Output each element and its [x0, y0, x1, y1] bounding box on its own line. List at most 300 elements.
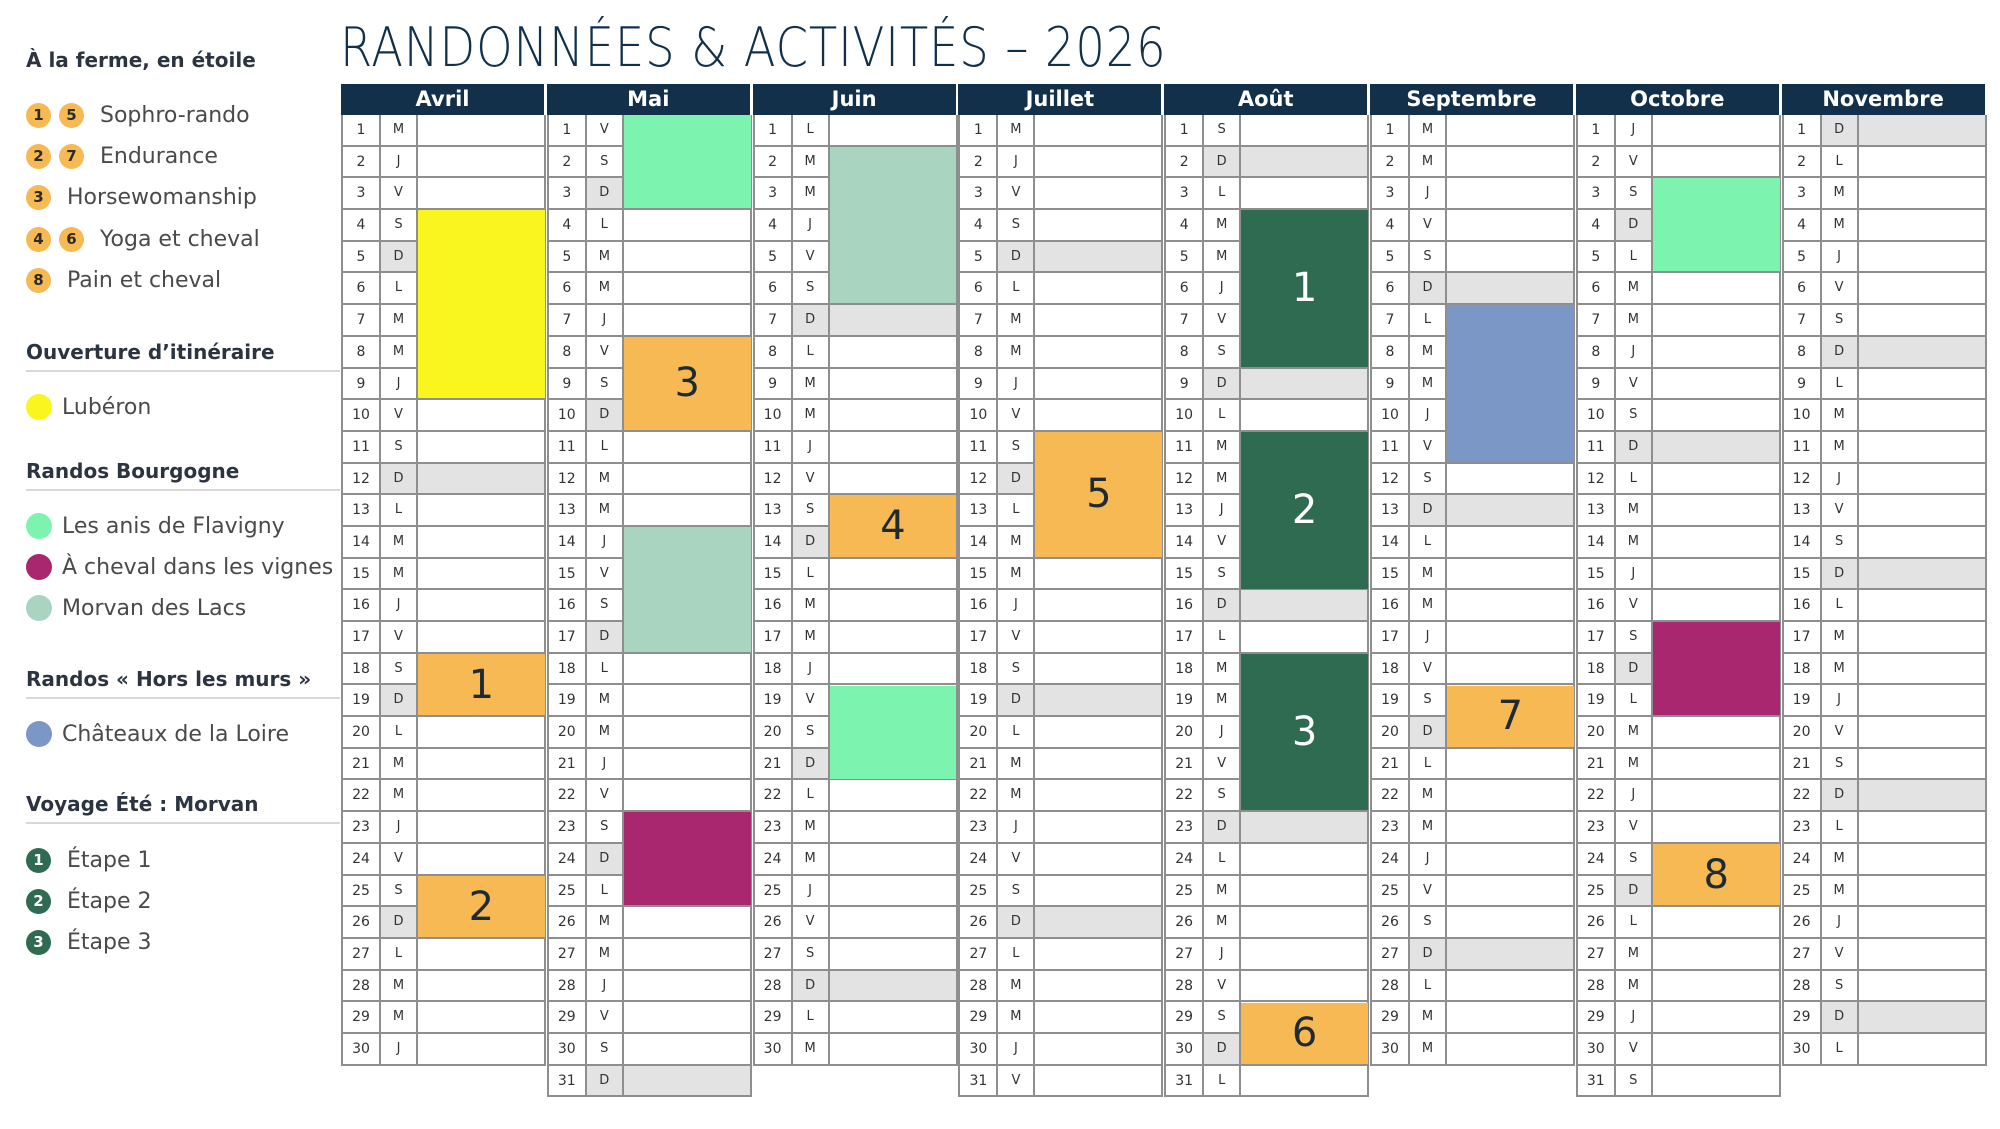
- day-number: 4: [1164, 210, 1204, 240]
- day-row: [1576, 780, 1781, 812]
- day-number: 16: [1164, 590, 1204, 620]
- day-letter: M: [1616, 939, 1653, 969]
- day-number: 27: [958, 939, 998, 969]
- day-cell: [624, 242, 752, 272]
- day-number: 1: [958, 115, 998, 145]
- day-cell: [1653, 812, 1781, 842]
- day-number: 27: [1782, 939, 1822, 969]
- legend-item: [26, 224, 260, 254]
- day-letter: J: [1204, 939, 1241, 969]
- day-row: [1370, 654, 1575, 686]
- day-cell: [418, 590, 546, 620]
- day-number: 21: [1370, 749, 1410, 779]
- day-row: [753, 971, 958, 1003]
- day-number: 7: [753, 305, 793, 335]
- day-letter: M: [793, 844, 830, 874]
- legend-color-dot: [26, 721, 52, 747]
- day-number: 4: [1370, 210, 1410, 240]
- day-letter: D: [1616, 210, 1653, 240]
- day-letter: S: [1410, 907, 1447, 937]
- day-row: [753, 559, 958, 591]
- legend-label: À cheval dans les vignes: [62, 554, 334, 580]
- day-number: 1: [1782, 115, 1822, 145]
- month-header: Avril: [341, 84, 546, 115]
- day-row: [1164, 907, 1369, 939]
- day-letter: D: [1204, 590, 1241, 620]
- day-letter: M: [793, 178, 830, 208]
- day-row: [958, 400, 1163, 432]
- day-letter: M: [1616, 749, 1653, 779]
- day-row: [1576, 400, 1781, 432]
- day-letter: M: [1822, 654, 1859, 684]
- day-number: 24: [1370, 844, 1410, 874]
- day-cell: [418, 495, 546, 525]
- day-row: [958, 971, 1163, 1003]
- day-letter: L: [1822, 812, 1859, 842]
- day-number: 19: [1164, 685, 1204, 715]
- day-row: [1164, 147, 1369, 179]
- event-number-label: 3: [1276, 703, 1334, 761]
- day-cell: [1447, 210, 1575, 240]
- day-row: [341, 590, 546, 622]
- day-number: 25: [1576, 876, 1616, 906]
- day-letter: J: [998, 590, 1035, 620]
- day-number: 2: [547, 147, 587, 177]
- month-column: [1782, 84, 1987, 1066]
- legend-heading: Randos Bourgogne: [26, 459, 240, 483]
- day-number: 18: [341, 654, 381, 684]
- day-letter: S: [381, 654, 418, 684]
- day-cell: [1859, 400, 1987, 430]
- day-letter: D: [998, 242, 1035, 272]
- day-cell: [1035, 115, 1163, 145]
- day-letter: D: [1616, 876, 1653, 906]
- day-letter: V: [1822, 939, 1859, 969]
- day-row: [1164, 622, 1369, 654]
- day-letter: L: [1822, 369, 1859, 399]
- day-row: [1164, 876, 1369, 908]
- day-row: [958, 369, 1163, 401]
- day-row: [753, 780, 958, 812]
- day-letter: M: [587, 242, 624, 272]
- day-cell: [418, 1034, 546, 1064]
- day-letter: D: [793, 305, 830, 335]
- month-column: [958, 84, 1163, 1097]
- day-letter: D: [793, 749, 830, 779]
- day-number: 6: [341, 273, 381, 303]
- day-letter: L: [587, 876, 624, 906]
- day-row: [1164, 1066, 1369, 1098]
- day-number: 28: [1576, 971, 1616, 1001]
- day-number: 4: [753, 210, 793, 240]
- day-number: 7: [958, 305, 998, 335]
- day-letter: V: [587, 780, 624, 810]
- day-letter: L: [381, 939, 418, 969]
- day-cell: [1653, 1066, 1781, 1096]
- day-letter: V: [1410, 876, 1447, 906]
- day-letter: M: [998, 780, 1035, 810]
- day-cell: [1859, 147, 1987, 177]
- day-row: [1782, 495, 1987, 527]
- legend-label: Sophro-rando: [100, 102, 250, 128]
- day-row: [1576, 1066, 1781, 1098]
- day-cell: [1447, 622, 1575, 652]
- event-block-mint: [1653, 178, 1780, 271]
- day-number: 30: [341, 1034, 381, 1064]
- day-number: 1: [1370, 115, 1410, 145]
- day-letter: J: [793, 654, 830, 684]
- day-letter: J: [1822, 907, 1859, 937]
- legend-label: Pain et cheval: [67, 267, 222, 293]
- day-number: 11: [1782, 432, 1822, 462]
- day-number: 13: [1782, 495, 1822, 525]
- day-number: 7: [547, 305, 587, 335]
- legend-item: [26, 845, 152, 875]
- day-number: 15: [1164, 559, 1204, 589]
- day-cell: [1447, 780, 1575, 810]
- event-number-label: 3: [658, 354, 716, 412]
- legend-label: Étape 2: [67, 888, 152, 914]
- day-row: [1164, 400, 1369, 432]
- legend-badge: 1: [26, 848, 51, 873]
- day-number: 25: [1782, 876, 1822, 906]
- day-letter: S: [1410, 242, 1447, 272]
- day-cell: [1859, 939, 1987, 969]
- day-letter: S: [1822, 749, 1859, 779]
- day-row: [1782, 780, 1987, 812]
- day-letter: V: [1410, 432, 1447, 462]
- legend-label: Étape 3: [67, 929, 152, 955]
- day-number: 12: [753, 464, 793, 494]
- day-cell: [418, 464, 546, 494]
- day-letter: J: [1410, 844, 1447, 874]
- day-number: 17: [547, 622, 587, 652]
- day-number: 13: [1576, 495, 1616, 525]
- day-number: 4: [1782, 210, 1822, 240]
- day-row: [341, 559, 546, 591]
- day-letter: V: [1204, 749, 1241, 779]
- day-row: [1576, 273, 1781, 305]
- day-letter: M: [1204, 464, 1241, 494]
- day-letter: M: [1204, 432, 1241, 462]
- day-row: [958, 876, 1163, 908]
- day-row: [1370, 590, 1575, 622]
- day-cell: [1859, 1034, 1987, 1064]
- day-row: [958, 242, 1163, 274]
- day-number: 6: [1576, 273, 1616, 303]
- day-letter: S: [1822, 305, 1859, 335]
- legend-color-dot: [26, 595, 52, 621]
- day-letter: M: [381, 1002, 418, 1032]
- day-letter: D: [1616, 432, 1653, 462]
- day-number: 25: [1370, 876, 1410, 906]
- day-row: [1782, 749, 1987, 781]
- day-letter: L: [1204, 178, 1241, 208]
- day-letter: V: [1616, 147, 1653, 177]
- day-number: 9: [1782, 369, 1822, 399]
- day-letter: M: [1204, 242, 1241, 272]
- day-letter: J: [1410, 400, 1447, 430]
- legend-label: Endurance: [100, 143, 218, 169]
- day-cell: [1653, 907, 1781, 937]
- day-letter: V: [1822, 495, 1859, 525]
- day-cell: [418, 147, 546, 177]
- legend-divider: [26, 697, 340, 699]
- day-number: 19: [1576, 685, 1616, 715]
- day-letter: D: [998, 464, 1035, 494]
- day-letter: V: [381, 400, 418, 430]
- day-letter: J: [587, 305, 624, 335]
- day-number: 12: [1782, 464, 1822, 494]
- day-cell: [830, 876, 958, 906]
- day-number: 1: [547, 115, 587, 145]
- day-number: 19: [547, 685, 587, 715]
- day-number: 29: [753, 1002, 793, 1032]
- day-cell: [1035, 1066, 1163, 1096]
- day-letter: J: [1616, 337, 1653, 367]
- day-cell: [624, 1002, 752, 1032]
- day-row: [341, 749, 546, 781]
- day-letter: D: [587, 622, 624, 652]
- day-number: 28: [753, 971, 793, 1001]
- day-cell: [624, 971, 752, 1001]
- day-letter: L: [1204, 622, 1241, 652]
- day-letter: J: [1204, 273, 1241, 303]
- day-letter: J: [793, 210, 830, 240]
- day-number: 5: [1576, 242, 1616, 272]
- day-letter: M: [1616, 717, 1653, 747]
- day-number: 8: [547, 337, 587, 367]
- day-row: [958, 337, 1163, 369]
- day-number: 29: [958, 1002, 998, 1032]
- day-cell: [1035, 812, 1163, 842]
- day-cell: [1859, 717, 1987, 747]
- day-cell: [1241, 1066, 1369, 1096]
- day-letter: J: [1616, 115, 1653, 145]
- day-cell: [1859, 527, 1987, 557]
- day-letter: D: [381, 685, 418, 715]
- day-row: [1782, 369, 1987, 401]
- day-cell: [1859, 305, 1987, 335]
- day-number: 16: [1370, 590, 1410, 620]
- day-number: 30: [1782, 1034, 1822, 1064]
- day-row: [1370, 939, 1575, 971]
- day-number: 20: [1164, 717, 1204, 747]
- day-number: 18: [547, 654, 587, 684]
- day-letter: S: [381, 876, 418, 906]
- day-number: 24: [1576, 844, 1616, 874]
- day-cell: [830, 400, 958, 430]
- day-number: 29: [547, 1002, 587, 1032]
- day-number: 12: [1164, 464, 1204, 494]
- day-cell: [1653, 971, 1781, 1001]
- day-letter: S: [1822, 527, 1859, 557]
- day-letter: L: [793, 337, 830, 367]
- day-row: [1576, 527, 1781, 559]
- day-number: 11: [958, 432, 998, 462]
- day-row: [958, 178, 1163, 210]
- day-row: [1370, 907, 1575, 939]
- day-letter: J: [998, 369, 1035, 399]
- day-letter: L: [1410, 527, 1447, 557]
- legend-badge: 2: [26, 144, 51, 169]
- day-letter: L: [587, 210, 624, 240]
- day-row: [1782, 907, 1987, 939]
- day-cell: [624, 907, 752, 937]
- day-row: [1370, 242, 1575, 274]
- day-number: 9: [1164, 369, 1204, 399]
- day-letter: L: [587, 654, 624, 684]
- day-cell: [830, 844, 958, 874]
- day-number: 8: [341, 337, 381, 367]
- day-number: 25: [958, 876, 998, 906]
- day-letter: S: [1616, 844, 1653, 874]
- day-number: 5: [1782, 242, 1822, 272]
- day-row: [547, 971, 752, 1003]
- day-cell: [1447, 654, 1575, 684]
- day-number: 22: [547, 780, 587, 810]
- legend-item: [26, 719, 289, 749]
- day-row: [1576, 1034, 1781, 1066]
- legend-item: [26, 511, 285, 541]
- day-letter: D: [381, 907, 418, 937]
- day-letter: L: [1410, 971, 1447, 1001]
- event-block-blue: [1447, 305, 1574, 462]
- day-letter: S: [1204, 780, 1241, 810]
- day-cell: [418, 780, 546, 810]
- day-cell: [830, 590, 958, 620]
- day-number: 31: [1164, 1066, 1204, 1096]
- day-letter: S: [998, 432, 1035, 462]
- day-letter: J: [998, 147, 1035, 177]
- page-title: RANDONNÉES & ACTIVITÉS – 2026: [340, 16, 1167, 79]
- legend-badge: 1: [26, 103, 51, 128]
- legend-label: Horsewomanship: [67, 184, 257, 210]
- day-row: [1576, 971, 1781, 1003]
- day-row: [1576, 559, 1781, 591]
- day-number: 18: [958, 654, 998, 684]
- day-number: 1: [341, 115, 381, 145]
- day-number: 13: [1164, 495, 1204, 525]
- day-row: [341, 147, 546, 179]
- day-number: 20: [547, 717, 587, 747]
- day-cell: [1241, 400, 1369, 430]
- day-letter: J: [1616, 780, 1653, 810]
- day-number: 16: [1782, 590, 1822, 620]
- day-row: [753, 464, 958, 496]
- day-cell: [830, 369, 958, 399]
- legend-color-dot: [26, 513, 52, 539]
- day-letter: S: [587, 369, 624, 399]
- day-number: 5: [958, 242, 998, 272]
- day-letter: S: [587, 812, 624, 842]
- day-row: [1370, 464, 1575, 496]
- day-letter: L: [1616, 242, 1653, 272]
- day-number: 1: [1164, 115, 1204, 145]
- day-cell: [1241, 147, 1369, 177]
- day-row: [753, 1002, 958, 1034]
- day-number: 30: [1164, 1034, 1204, 1064]
- day-row: [753, 844, 958, 876]
- day-cell: [1035, 178, 1163, 208]
- legend-item: [26, 552, 333, 582]
- day-letter: M: [1616, 273, 1653, 303]
- day-letter: D: [1822, 337, 1859, 367]
- day-letter: D: [1410, 273, 1447, 303]
- day-cell: [1035, 400, 1163, 430]
- day-letter: M: [381, 780, 418, 810]
- day-number: 14: [1164, 527, 1204, 557]
- day-number: 30: [753, 1034, 793, 1064]
- legend-divider: [26, 489, 340, 491]
- day-letter: J: [381, 812, 418, 842]
- event-block-mint: [830, 686, 957, 779]
- day-letter: L: [793, 559, 830, 589]
- day-cell: [1653, 464, 1781, 494]
- day-row: [1576, 337, 1781, 369]
- day-letter: V: [381, 178, 418, 208]
- day-row: [547, 432, 752, 464]
- day-row: [341, 178, 546, 210]
- day-row: [1370, 1034, 1575, 1066]
- day-number: 2: [1576, 147, 1616, 177]
- day-cell: [1035, 685, 1163, 715]
- day-letter: S: [793, 273, 830, 303]
- day-number: 13: [1370, 495, 1410, 525]
- day-letter: S: [998, 210, 1035, 240]
- day-cell: [1447, 1002, 1575, 1032]
- day-number: 17: [753, 622, 793, 652]
- day-row: [1576, 305, 1781, 337]
- day-row: [958, 939, 1163, 971]
- day-number: 21: [341, 749, 381, 779]
- day-cell: [624, 654, 752, 684]
- day-number: 1: [753, 115, 793, 145]
- day-row: [753, 939, 958, 971]
- day-row: [547, 495, 752, 527]
- day-cell: [1859, 749, 1987, 779]
- day-number: 27: [341, 939, 381, 969]
- day-letter: J: [1410, 178, 1447, 208]
- day-cell: [418, 749, 546, 779]
- legend-badge: 3: [26, 930, 51, 955]
- day-row: [958, 559, 1163, 591]
- day-number: 8: [1370, 337, 1410, 367]
- day-letter: M: [793, 590, 830, 620]
- day-row: [1576, 717, 1781, 749]
- day-row: [958, 654, 1163, 686]
- day-letter: D: [1204, 1034, 1241, 1064]
- day-letter: J: [793, 876, 830, 906]
- day-letter: L: [998, 495, 1035, 525]
- day-cell: [624, 685, 752, 715]
- event-number-label: 7: [1481, 687, 1539, 745]
- legend-label: Morvan des Lacs: [62, 595, 247, 621]
- day-row: [547, 749, 752, 781]
- day-number: 27: [547, 939, 587, 969]
- day-letter: S: [1616, 622, 1653, 652]
- day-cell: [830, 115, 958, 145]
- day-number: 6: [1164, 273, 1204, 303]
- day-letter: M: [1410, 590, 1447, 620]
- day-cell: [1859, 907, 1987, 937]
- day-cell: [418, 178, 546, 208]
- day-letter: D: [1410, 495, 1447, 525]
- day-row: [1782, 400, 1987, 432]
- day-letter: M: [1204, 907, 1241, 937]
- day-number: 13: [341, 495, 381, 525]
- day-row: [1164, 812, 1369, 844]
